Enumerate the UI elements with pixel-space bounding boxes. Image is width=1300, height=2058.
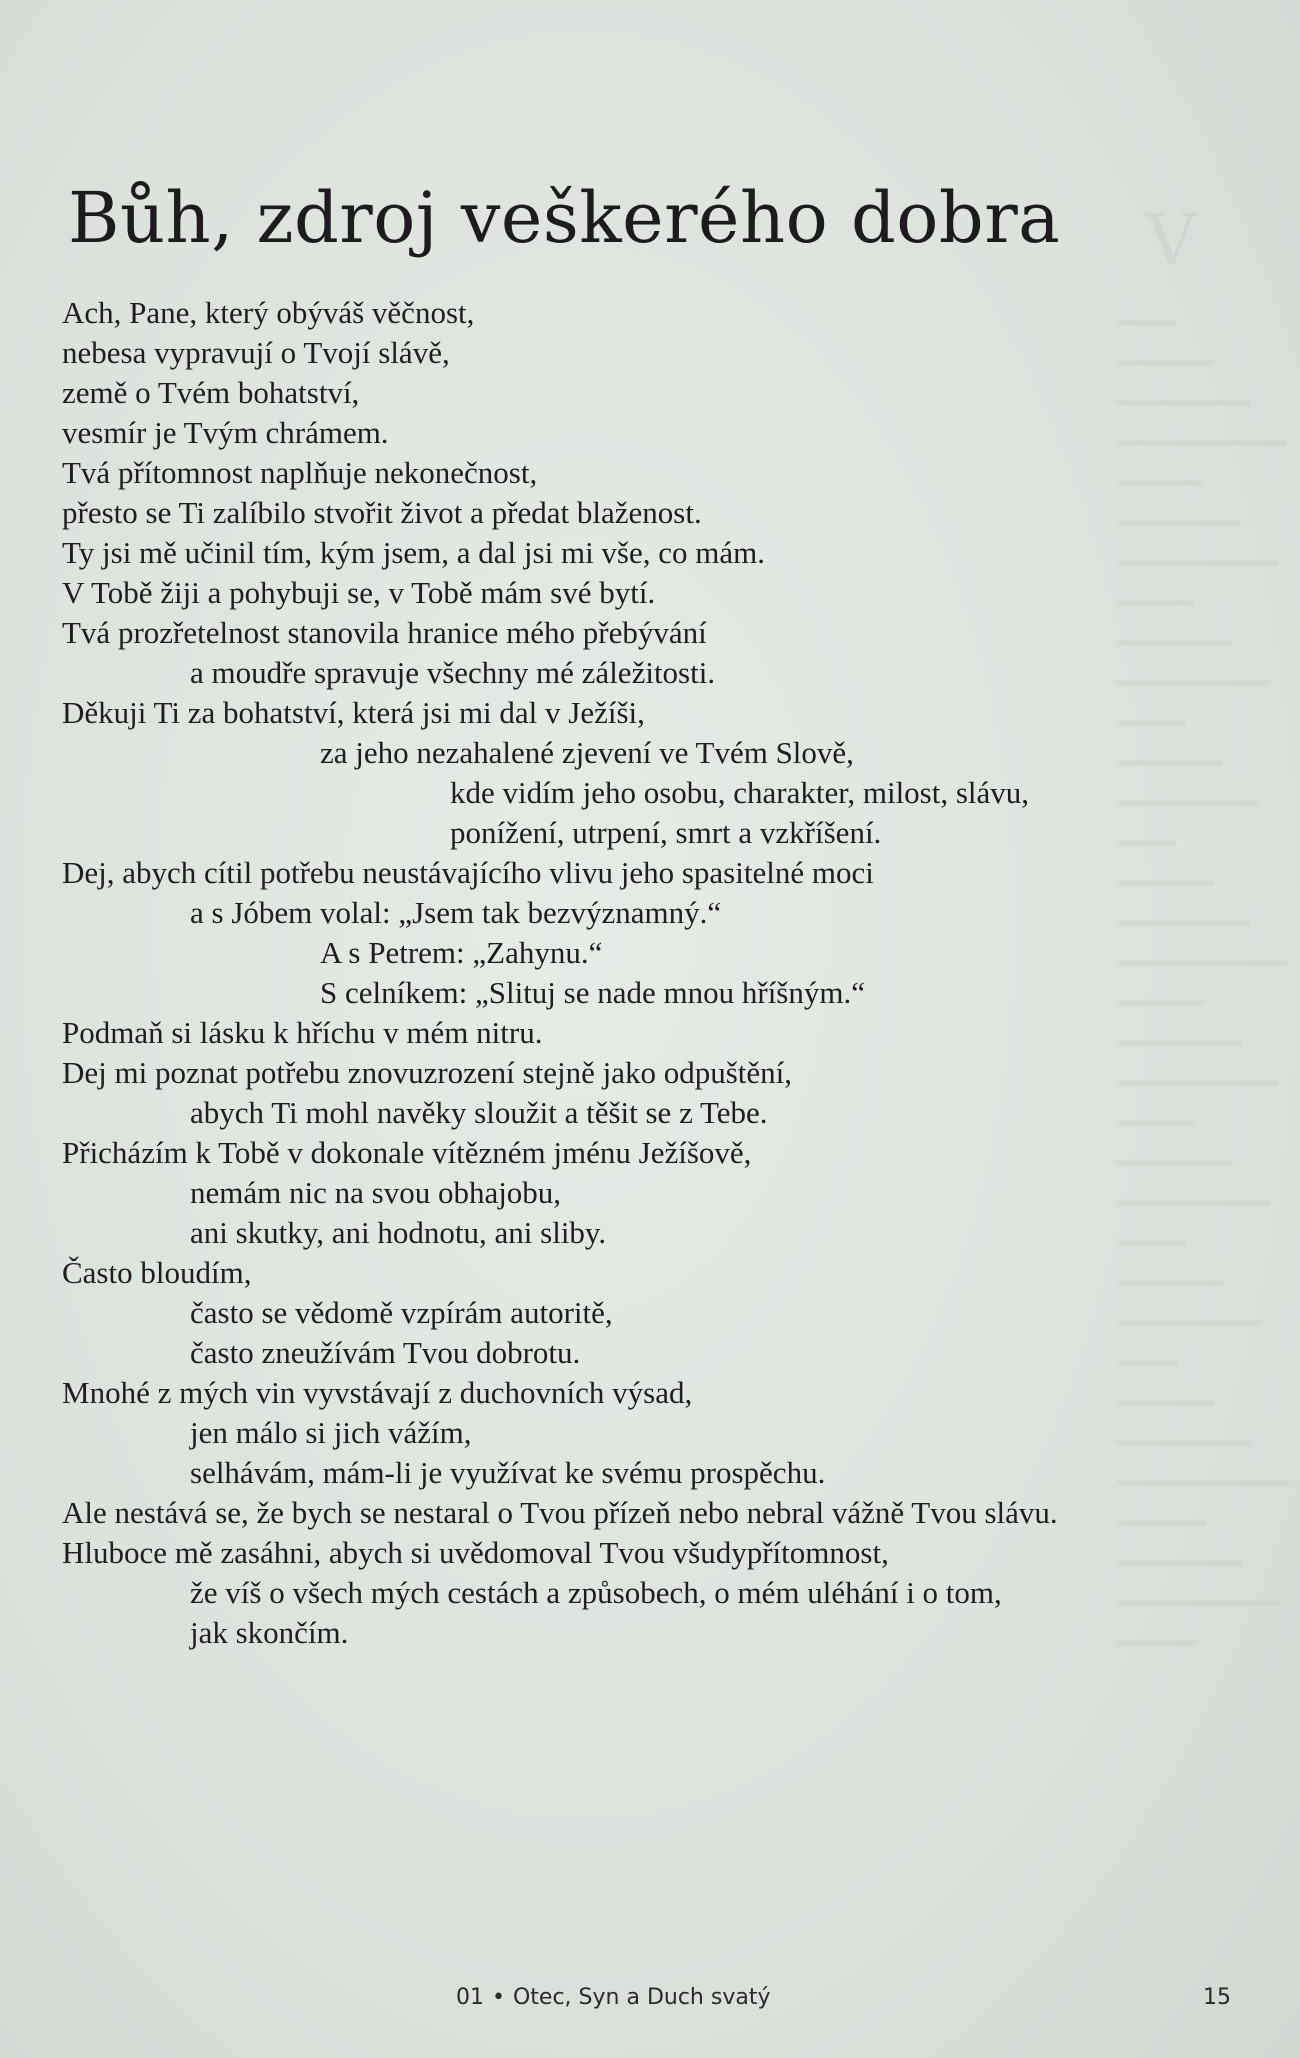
- poem-line: S celníkem: „Slituj se nade mnou hříšným.“: [320, 975, 865, 1010]
- poem-line: Ty jsi mě učinil tím, kým jsem, a dal jsi mi vše, co mám.: [62, 535, 765, 570]
- poem-line: Podmaň si lásku k hříchu v mém nitru.: [62, 1015, 543, 1050]
- poem-line: abych Ti mohl navěky sloužit a těšit se z Tebe.: [190, 1095, 768, 1130]
- poem-line: vesmír je Tvým chrámem.: [62, 415, 389, 450]
- poem-line: často se vědomě vzpírám autoritě,: [190, 1295, 613, 1330]
- poem-line: že víš o všech mých cestách a způsobech, o mém uléhání i o tom,: [190, 1575, 1002, 1610]
- poem-line: Tvá prozřetelnost stanovila hranice mého přebývání: [62, 615, 707, 650]
- poem-line: Hluboce mě zasáhni, abych si uvědomoval Tvou všudypřítomnost,: [62, 1535, 889, 1570]
- ghost-title-shape: V: [1146, 199, 1197, 281]
- page-title: Bůh, zdroj veškerého dobra: [68, 177, 1061, 259]
- poem-line: Ale nestává se, že bych se nestaral o Tvou přízeň nebo nebral vážně Tvou slávu.: [62, 1495, 1058, 1530]
- page-footer: [0, 1980, 1300, 2020]
- poem-line: ani skutky, ani hodnotu, ani sliby.: [190, 1215, 607, 1250]
- poem-line: jen málo si jich vážím,: [190, 1415, 472, 1450]
- chapter-title: Otec, Syn a Duch svatý: [512, 1985, 771, 2010]
- chapter-number: 01: [456, 1985, 484, 2010]
- poem-line: kde vidím jeho osobu, charakter, milost, slávu,: [450, 775, 1030, 810]
- poem-line: nebesa vypravují o Tvojí slávě,: [62, 335, 450, 370]
- page-number: 15: [1203, 1985, 1231, 2010]
- poem-line: Děkuji Ti za bohatství, která jsi mi dal v Ježíši,: [62, 695, 645, 730]
- poem-line: nemám nic na svou obhajobu,: [190, 1175, 562, 1210]
- poem-line: Mnohé z mých vin vyvstávají z duchovních výsad,: [62, 1375, 693, 1410]
- poem-line: A s Petrem: „Zahynu.“: [320, 935, 603, 970]
- poem-line: Přicházím k Tobě v dokonale vítězném jménu Ježíšově,: [62, 1135, 752, 1170]
- footer-separator: •: [492, 1985, 505, 2010]
- poem-line: za jeho nezahalené zjevení ve Tvém Slově,: [320, 735, 854, 770]
- poem-line: Dej mi poznat potřebu znovuzrození stejně jako odpuštění,: [62, 1055, 793, 1090]
- poem-line: selhávám, mám-li je využívat ke svému prospěchu.: [190, 1455, 826, 1490]
- poem-line: Často bloudím,: [62, 1255, 252, 1290]
- poem-line: přesto se Ti zalíbilo stvořit život a předat blaženost.: [62, 495, 702, 530]
- poem-line: ponížení, utrpení, smrt a vzkříšení.: [450, 815, 882, 850]
- poem-line: a s Jóbem volal: „Jsem tak bezvýznamný.“: [190, 895, 722, 930]
- poem-line: jak skončím.: [190, 1615, 349, 1650]
- poem-line: často zneužívám Tvou dobrotu.: [190, 1335, 581, 1370]
- poem-line: Dej, abych cítil potřebu neustávajícího vlivu jeho spasitelné moci: [62, 855, 874, 890]
- poem-text: [62, 293, 1182, 1653]
- poem-line: Tvá přítomnost naplňuje nekonečnost,: [62, 455, 538, 490]
- poem-line: V Tobě žiji a pohybuji se, v Tobě mám své bytí.: [62, 575, 656, 610]
- poem-line: Ach, Pane, který obýváš věčnost,: [62, 295, 475, 330]
- running-head: [456, 1980, 770, 2016]
- poem-line: země o Tvém bohatství,: [62, 375, 360, 410]
- poem-line: a moudře spravuje všechny mé záležitosti.: [190, 655, 716, 690]
